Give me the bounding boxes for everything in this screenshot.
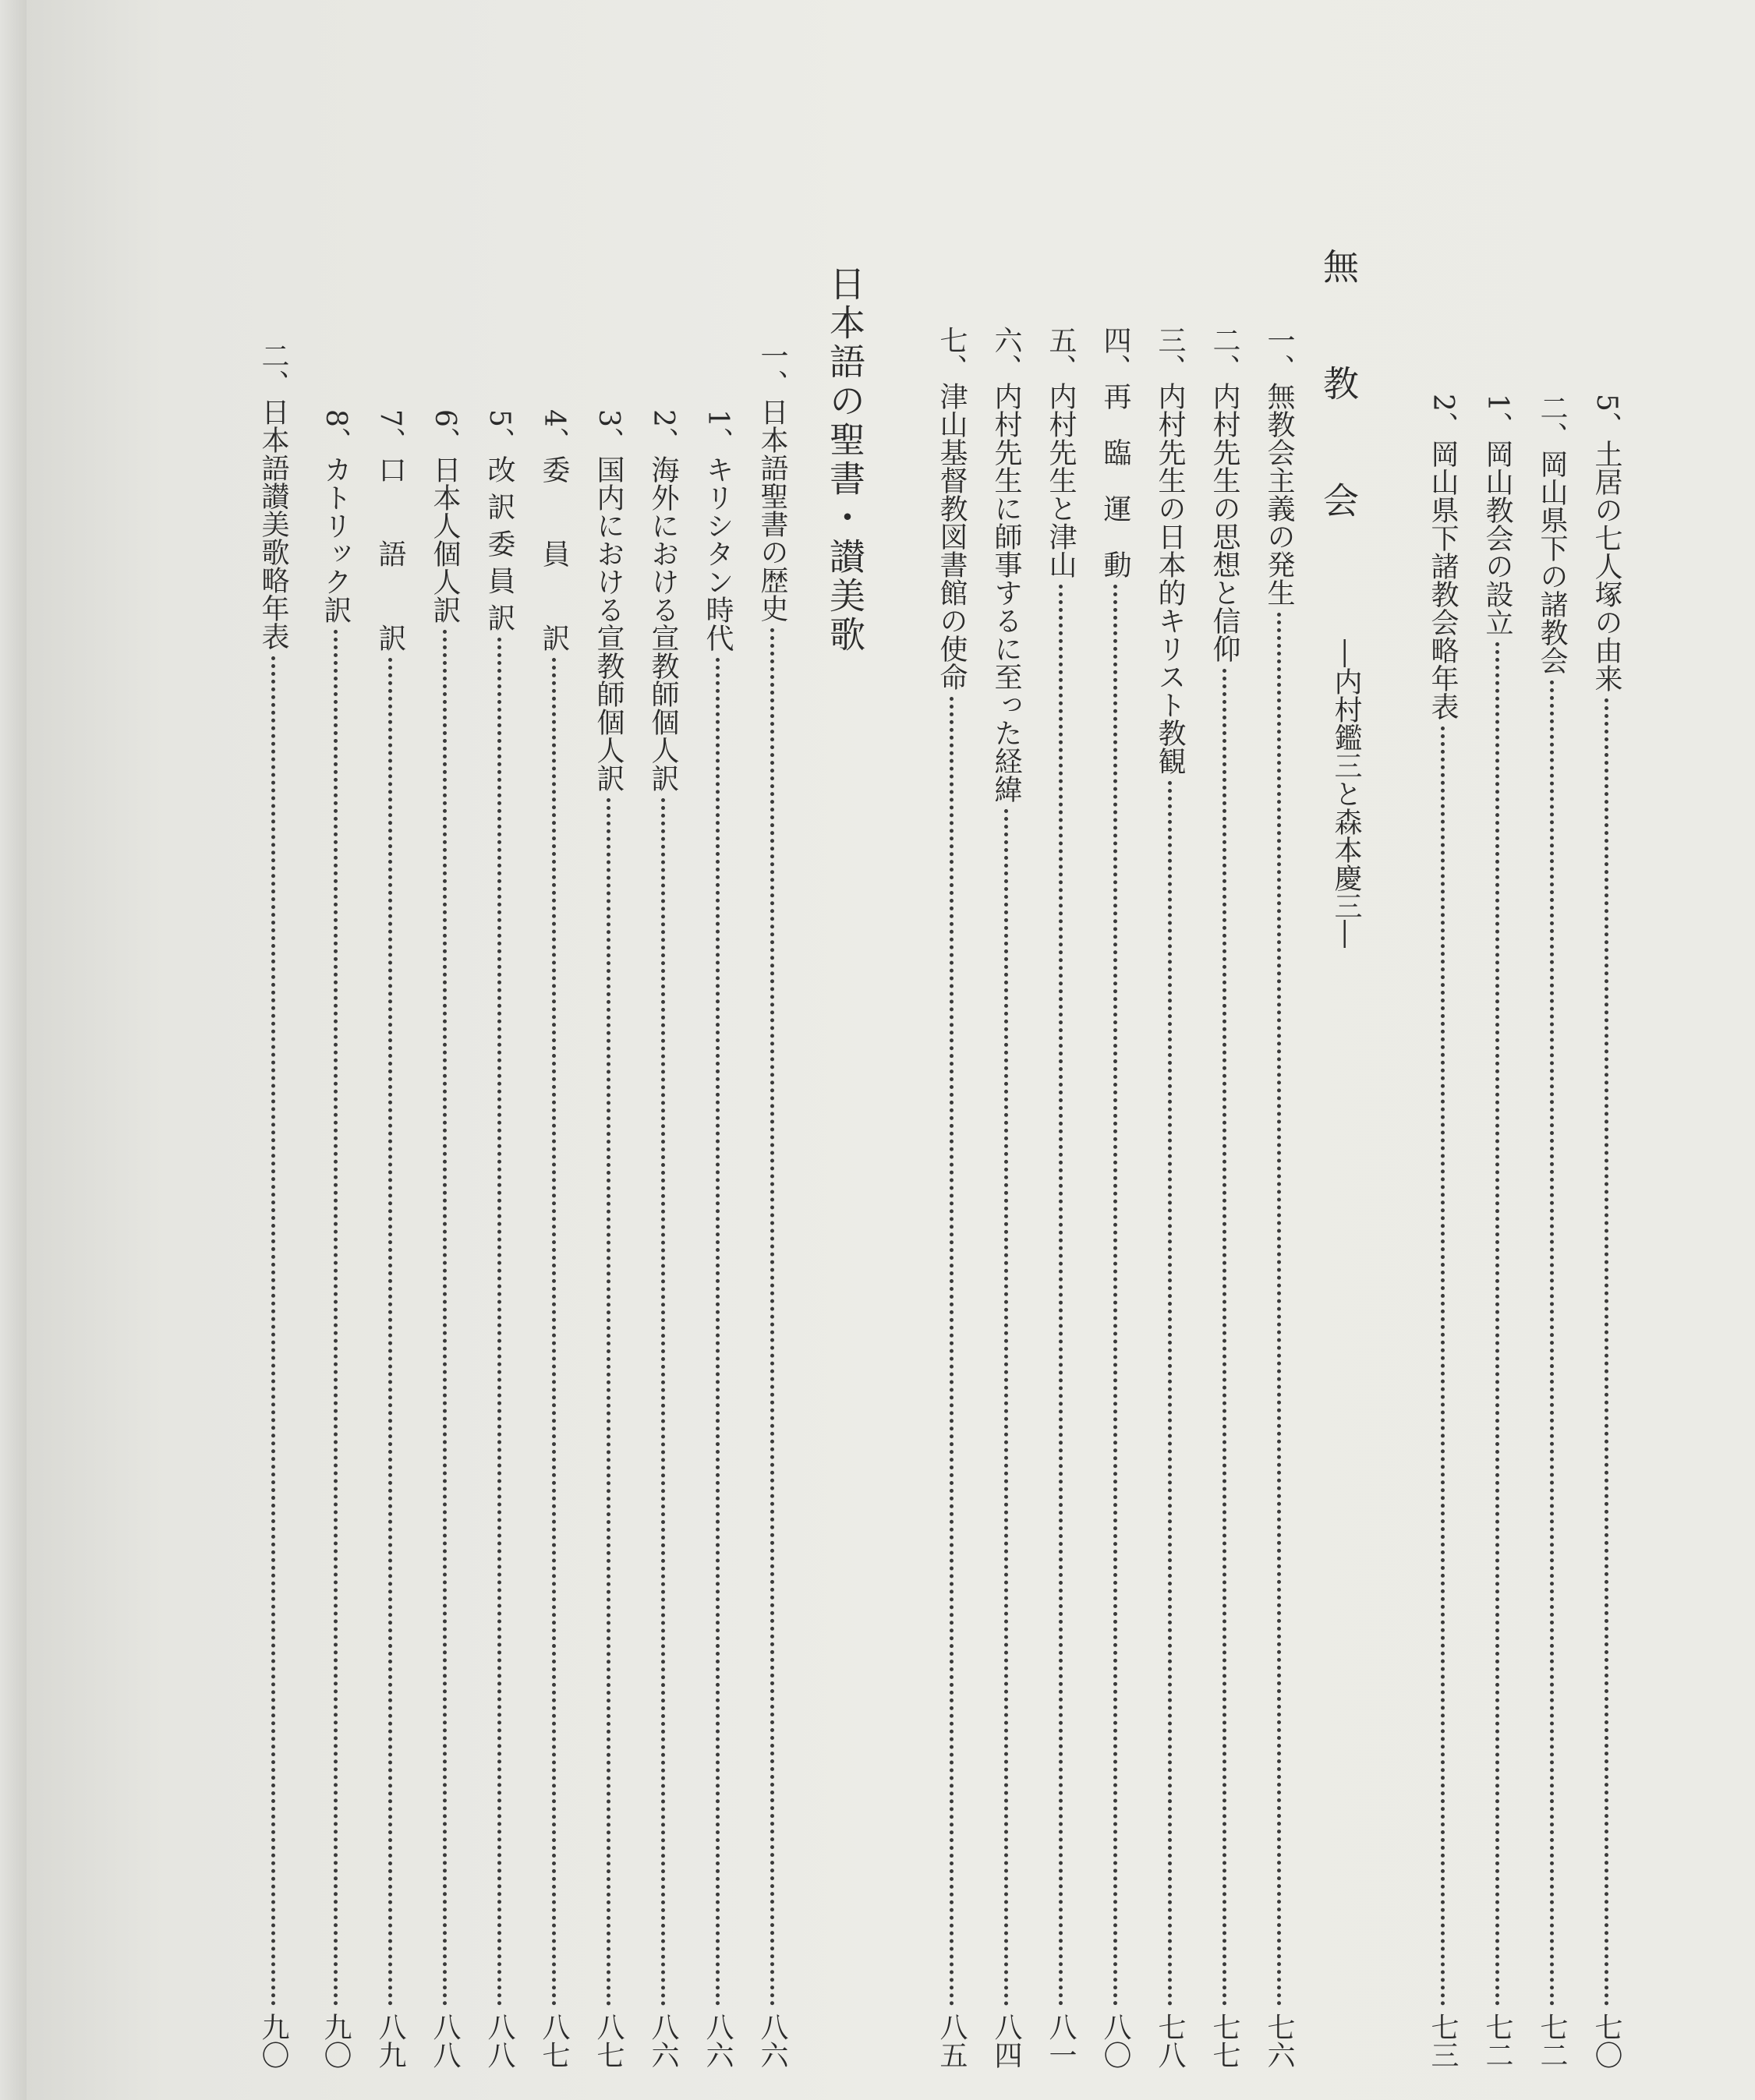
toc-entry: 1、岡山教会の設立 七二 — [1481, 394, 1513, 2069]
toc-entry: 3、国内における宣教師個人訳 八七 — [593, 409, 625, 2069]
toc-entry: 一、日本語聖書の歴史 八六 — [756, 341, 788, 2069]
section-subtitle: ―内村鑑三と森本慶三― — [1330, 639, 1362, 948]
toc-entry: 7、口 語 訳 八九 — [374, 409, 406, 2069]
toc-entry: 二、内村先生の思想と信仰 七七 — [1208, 326, 1240, 2069]
toc-entry: 5、土居の七人塚の由来 七〇 — [1590, 394, 1622, 2069]
toc-entry: 二、日本語讃美歌略年表 九〇 — [257, 341, 289, 2069]
book-page — [27, 0, 1755, 2100]
toc-entry: 一、無教会主義の発生 七六 — [1263, 326, 1295, 2069]
toc-entry: 三、内村先生の日本的キリスト教観 七八 — [1154, 326, 1186, 2069]
toc-entry: 1、キリシタン時代 八六 — [702, 409, 734, 2069]
toc-entry: 2、海外における宣教師個人訳 八六 — [647, 409, 679, 2069]
toc-entry: 8、カトリック訳 九〇 — [320, 409, 352, 2069]
toc-entry: 六、内村先生に師事するに至った経緯 八四 — [990, 326, 1022, 2069]
toc-entry: 5、改 訳 委 員 訳 八八 — [483, 409, 515, 2069]
toc-entry: 6、日本人個人訳 八八 — [429, 409, 461, 2069]
toc-entry: 2、岡山県下諸教会略年表 七三 — [1427, 394, 1459, 2069]
page-gutter — [0, 0, 27, 2100]
toc-entry: 四、再 臨 運 動 八〇 — [1099, 326, 1131, 2069]
toc-entry: 二、岡山県下の諸教会 七二 — [1536, 394, 1568, 2069]
section-title-mukyokai: 無 教 会 — [1318, 248, 1360, 521]
toc-entry: 4、委 員 訳 八七 — [538, 409, 570, 2069]
toc-entry: 五、内村先生と津山 八一 — [1045, 326, 1077, 2069]
section-title-bible: 日本語の聖書・讃美歌 — [824, 265, 866, 655]
toc-entry: 七、津山基督教図書館の使命 八五 — [936, 326, 968, 2069]
